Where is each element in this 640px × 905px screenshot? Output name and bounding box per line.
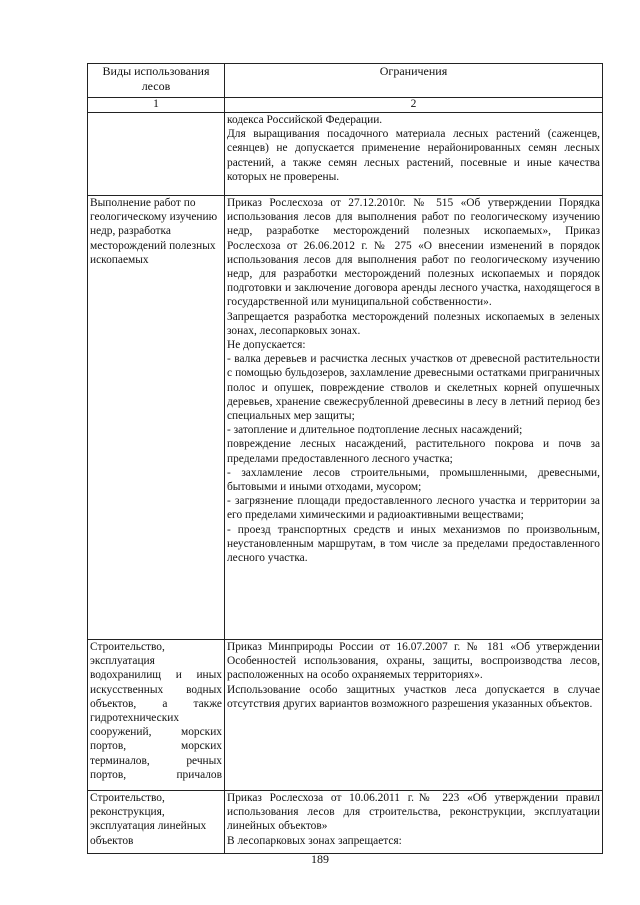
paragraph: Приказ Рослесхоза от 10.06.2011 г.№ 223 «Об утверждении правил использования лесов для строительства, реконструкции, эксплуатации линейных объектов»: [227, 792, 600, 833]
usage-type-cell: [88, 113, 225, 196]
restrictions-cell: [225, 196, 603, 640]
header-num2: 2: [225, 98, 603, 113]
paragraph: - загрязнение площади предоставленного лесного участка и территории за его пределами химическими и радиоактивными веществами;: [227, 495, 600, 522]
restrictions-cell: [225, 113, 603, 196]
paragraph: В лесопарковых зонах запрещается:: [227, 834, 402, 847]
table-row: [88, 113, 603, 196]
table-header-row: [88, 64, 603, 98]
paragraph: Не допускается:: [227, 339, 306, 352]
restrictions-table: [87, 63, 603, 854]
usage-type-cell: Строительство, эксплуатация водохранилищ и иных искусственных водных объектов, а также гидротехнических сооружений, морских портов, морских терминалов, речных портов, причалов: [88, 640, 225, 791]
paragraph: повреждение лесных насаждений, растительного покрова и почв за пределами предоставленного лесного участка;: [227, 438, 600, 465]
header-num1: 1: [88, 98, 225, 113]
paragraph: Использование особо защитных участков леса допускается в случае отсутствия других вариантов возможного разрешения указанных объектов.: [227, 683, 600, 710]
restrictions-cell: [225, 640, 603, 791]
paragraph: Для выращивания посадочного материала лесных растений (саженцев, сеянцев) не допускается применение нерайонированных семян лесных растений, а также семян лесных растений, посевные и иные качества которых не проверены.: [227, 128, 600, 183]
header-col2: Ограничения: [225, 64, 603, 98]
page-number: 189: [311, 852, 329, 866]
table-numbering-row: [88, 98, 603, 113]
paragraph: - затопление и длительное подтопление лесных насаждений;: [227, 424, 523, 437]
paragraph: кодекса Российской Федерации.: [227, 114, 383, 126]
paragraph: Приказ Минприроды России от 16.07.2007 г. № 181 «Об утверждении Особенностей использования, охраны, защиты, воспроизводства лесов, расположенных на особо охраняемых территориях».: [227, 641, 600, 682]
usage-type-cell: Строительство, реконструкция, эксплуатация линейных объектов: [88, 791, 225, 854]
table-row: [88, 196, 603, 640]
restrictions-cell: [225, 791, 603, 854]
paragraph: Запрещается разработка месторождений полезных ископаемых в зеленых зонах, лесопарковых зонах.: [227, 310, 600, 337]
paragraph: - валка деревьев и расчистка лесных участков от древесной растительности с помощью бульдозеров, захламление древесными остатками приграничных полос и опушек, повреждение стволов и скелетных корней опушечных деревьев, хранение свежесрубленной древесины в лесу в летний период без специальных мер защиты;: [227, 353, 600, 423]
paragraph: - захламление лесов строительными, промышленными, древесными, бытовыми и иными отходами, мусором;: [227, 466, 600, 494]
paragraph: Приказ Рослесхоза от 27.12.2010г. № 515 «Об утверждении Порядка использования лесов для выполнения работ по геологическому изучению недр, разработке месторождений полезных ископаемых», Приказ Рослесхоза от 26.06.2012 г. № 275 «О внесении изменений в порядок использования лесов для выполнения работ по геологическому изучению недр, для разработки месторождений полезных ископаемых и порядок подготовки и заключение договора аренды лесного участка, находящегося в государственной или муниципальной собственности».: [227, 197, 600, 309]
header-col1: Виды использования лесов: [88, 64, 225, 98]
paragraph: - проезд транспортных средств и иных механизмов по произвольным, неустановленным маршрутам, в том числе за пределами предоставленного лесного участка.: [227, 523, 600, 565]
table-row: [88, 640, 603, 791]
usage-type-cell: Выполнение работ по геологическому изучению недр, разработка месторождений полезных ископаемых: [88, 196, 225, 640]
table-row: [88, 791, 603, 854]
